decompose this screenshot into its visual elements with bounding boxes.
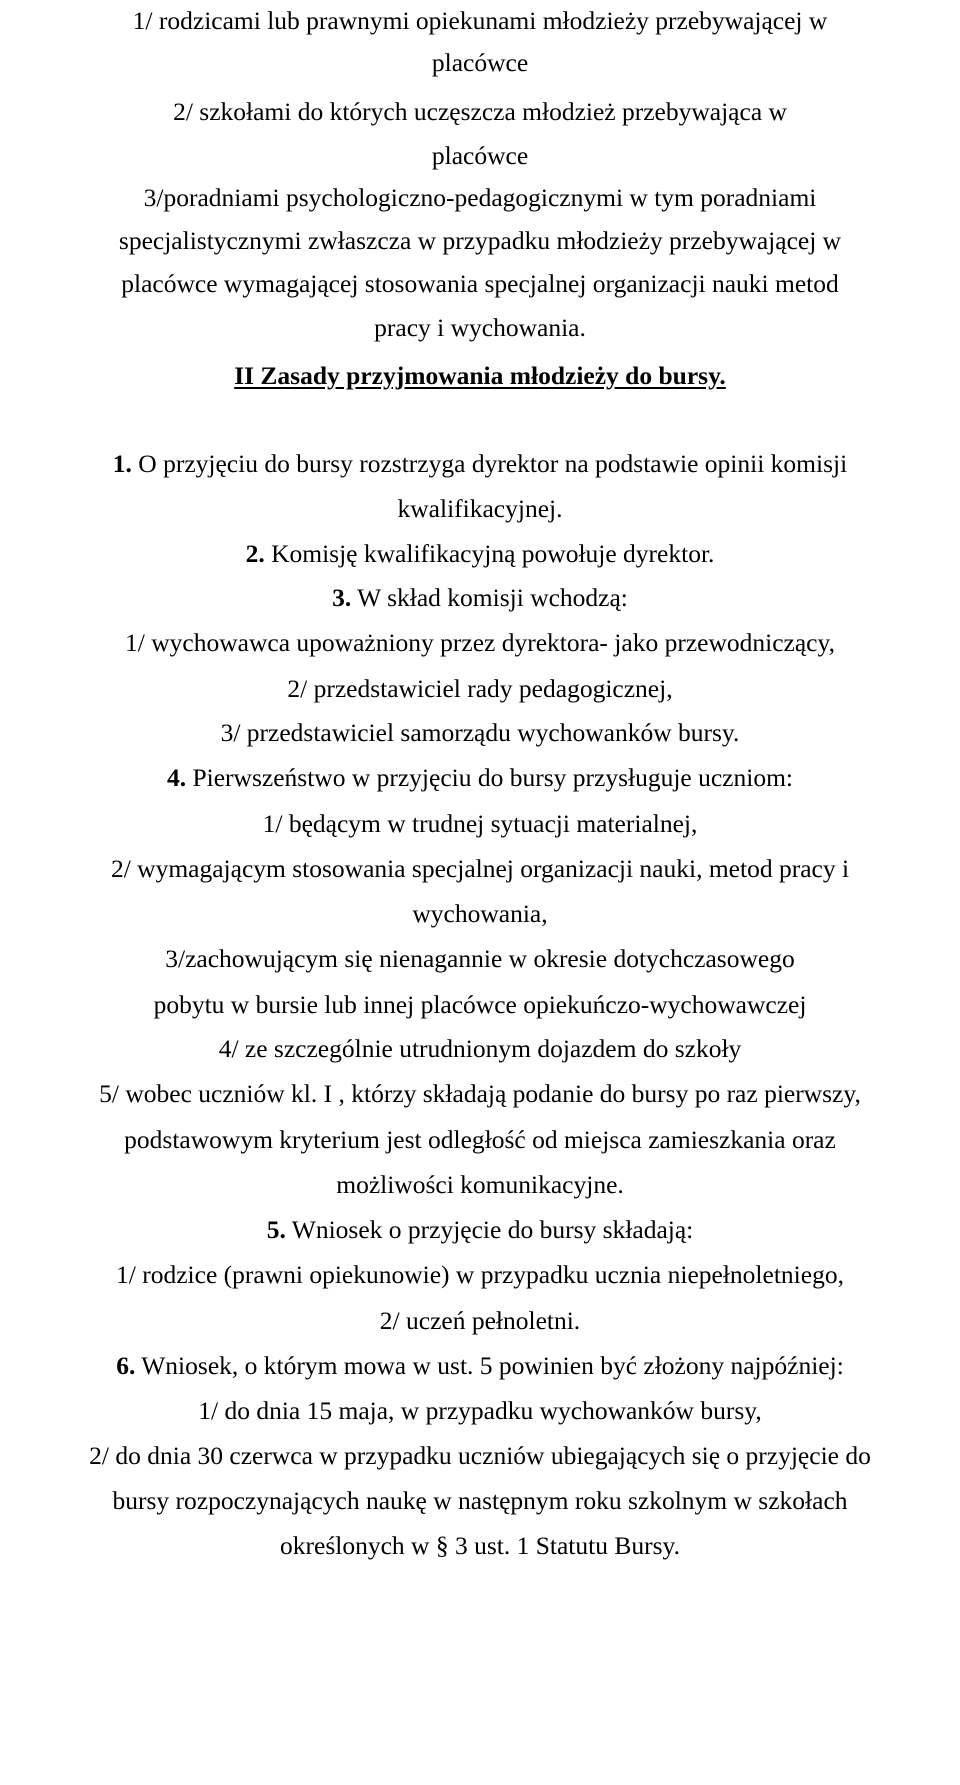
intro-line: 3/poradniami psychologiczno-pedagogicznymi w tym poradniami: [143, 183, 817, 212]
intro-line: 2/ szkołami do których uczęszcza młodzież przebywająca w: [173, 97, 787, 126]
paragraph-5: [0, 1214, 960, 1246]
paragraph-text: Komisję kwalifikacyjną powołuje dyrektor.: [264, 539, 715, 568]
paragraph-4: [0, 762, 960, 794]
paragraph-1-continuation: kwalifikacyjnej.: [397, 494, 563, 523]
paragraph-text: W skład komisji wchodzą:: [351, 583, 628, 612]
list-item: wychowania,: [412, 899, 548, 928]
list-item: 1/ wychowawca upoważniony przez dyrektora- jako przewodniczący,: [125, 628, 835, 657]
paragraph-text: O przyjęciu do bursy rozstrzyga dyrektor na podstawie opinii komisji: [131, 449, 848, 478]
paragraph-number: 6.: [116, 1351, 136, 1380]
paragraph-number: 5.: [266, 1215, 286, 1244]
intro-line: placówce: [431, 141, 529, 170]
list-item: pobytu w bursie lub innej placówce opiekuńczo-wychowawczej: [153, 990, 807, 1019]
paragraph-2: [0, 538, 960, 570]
list-item: możliwości komunikacyjne.: [336, 1170, 624, 1199]
list-item: określonych w § 3 ust. 1 Statutu Bursy.: [280, 1531, 680, 1560]
paragraph-6: [0, 1350, 960, 1382]
list-item: 1/ do dnia 15 maja, w przypadku wychowanków bursy,: [198, 1396, 762, 1425]
list-item: 1/ będącym w trudnej sytuacji materialnej,: [262, 809, 698, 838]
paragraph-number: 4.: [166, 763, 187, 792]
paragraph-number: 1.: [112, 449, 132, 478]
paragraph-text: Pierwszeństwo w przyjęciu do bursy przysługuje uczniom:: [186, 763, 794, 792]
list-item: bursy rozpoczynających naukę w następnym roku szkolnym w szkołach: [112, 1486, 848, 1515]
intro-line: 1/ rodzicami lub prawnymi opiekunami młodzieży przebywającej w: [132, 6, 828, 35]
paragraph-1: [0, 448, 960, 480]
paragraph-3: [0, 582, 960, 614]
list-item: 3/zachowującym się nienagannie w okresie dotychczasowego: [165, 944, 795, 973]
list-item: 2/ uczeń pełnoletni.: [379, 1306, 581, 1335]
paragraph-number: 2.: [245, 539, 265, 568]
list-item: 5/ wobec uczniów kl. I , którzy składają podanie do bursy po raz pierwszy,: [99, 1079, 861, 1108]
list-item: 4/ ze szczególnie utrudnionym dojazdem do szkoły: [218, 1034, 742, 1063]
paragraph-text: Wniosek, o którym mowa w ust. 5 powinien być złożony najpóźniej:: [135, 1351, 844, 1380]
section-heading: II Zasady przyjmowania młodzieży do bursy.: [234, 361, 726, 390]
paragraph-text: Wniosek o przyjęcie do bursy składają:: [285, 1215, 694, 1244]
paragraph-number: 3.: [332, 583, 352, 612]
list-item: 2/ wymagającym stosowania specjalnej organizacji nauki, metod pracy i: [110, 854, 850, 883]
list-item: 2/ przedstawiciel rady pedagogicznej,: [287, 674, 673, 703]
intro-line: specjalistycznymi zwłaszcza w przypadku młodzieży przebywającej w: [118, 226, 842, 255]
list-item: podstawowym kryterium jest odległość od miejsca zamieszkania oraz: [124, 1125, 836, 1154]
list-item: 2/ do dnia 30 czerwca w przypadku uczniów ubiegających się o przyjęcie do: [89, 1441, 871, 1470]
intro-line: pracy i wychowania.: [374, 313, 586, 342]
intro-line: placówce: [431, 48, 529, 77]
list-item: 1/ rodzice (prawni opiekunowie) w przypadku ucznia niepełnoletniego,: [116, 1260, 844, 1289]
intro-line: placówce wymagającej stosowania specjalnej organizacji nauki metod: [121, 269, 839, 298]
list-item: 3/ przedstawiciel samorządu wychowanków bursy.: [220, 718, 740, 747]
